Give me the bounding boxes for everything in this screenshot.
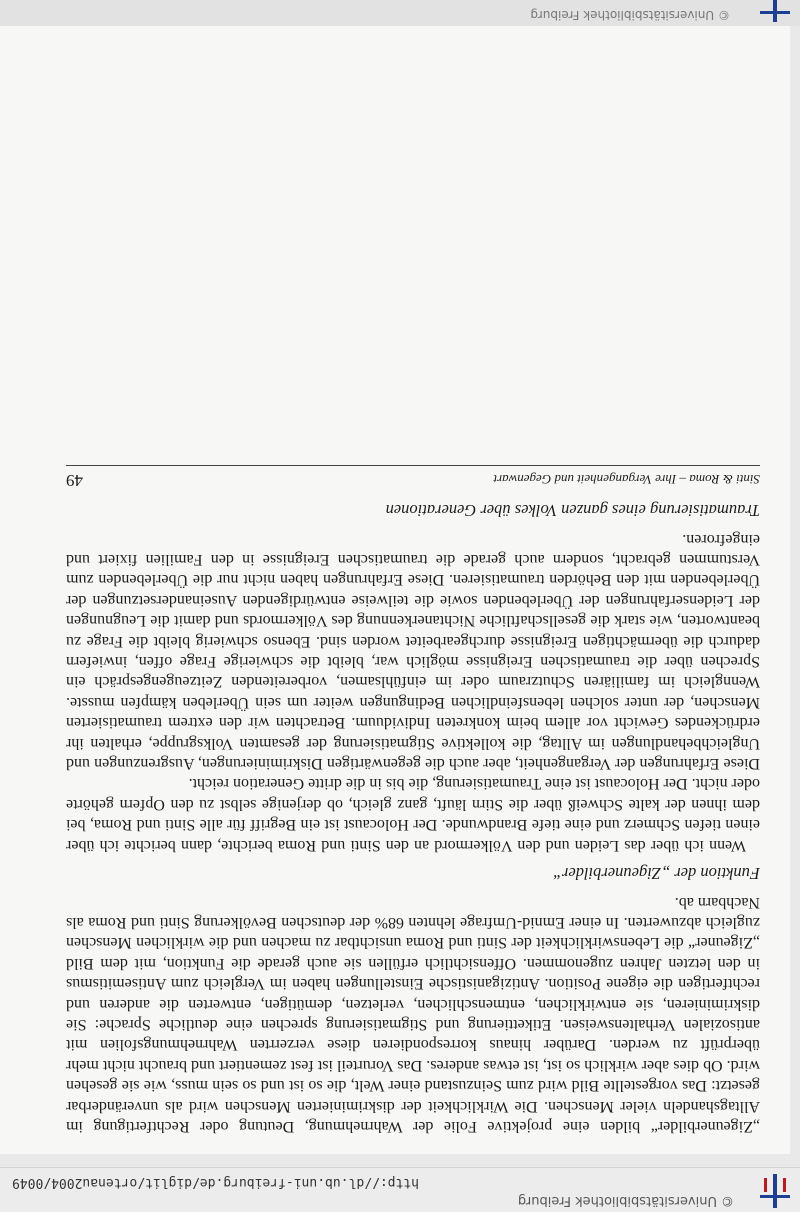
body-paragraph: Wenn ich über das Leiden und den Völkermord an den Sinti und Roma berichte, dann berichte ich über einen tiefen Schmerz und eine tiefe Brandwunde. Der Holocaust ist ein Begriff für alle Sinti und Roma, bei dem ihnen der kalte Schweiß über die Stirn läuft, ganz gleich, ob derjenige selbst zu den Opfern gehörte oder nicht. Der Holocaust ist eine Traumatisierung, die bis in die dritte Generation reicht. [66, 775, 760, 854]
book-text-column [66, 465, 760, 1136]
running-header [66, 465, 760, 489]
page-number: 49 [66, 470, 83, 490]
section-heading-funktion: Funktion der „Zigeunerbilder“ [552, 864, 760, 884]
footer-logo-icon [758, 0, 792, 22]
copyright-credit [518, 1193, 734, 1208]
source-url-link[interactable]: http://dl.ub.uni-freiburg.de/diglit/ortenau2004/0049 [12, 1175, 419, 1190]
credit-label: Universitätsbibliothek Freiburg [517, 1193, 717, 1208]
body-paragraph: „Zigeunerbilder“ bilden eine projektive Folie der Wahrnehmung, Deutung oder Rechtfertigung im Alltagshandeln vieler Menschen. Die Wirklichkeit der diskriminierten Menschen wird als unveränderbar gesetzt: Das vorgestellte Bild wird zum Seinzustand einer Welt, die so ist und so sein muss, wie sie gesehen wird. Ob dies aber wirklich so ist, ist etwas anderes. Das Vorurteil ist fest zementiert und braucht nicht mehr überprüft zu werden. Darüber hinaus korrespondieren diese verzerrten Wahrnehmungsfolien mit antisozialen Verhaltensweisen. Etikettierung und Stigmatisierung sprechen eine deutliche Sprache: Sie diskriminieren, sie entwirklichen, entmenschlichen, verletzen, demütigen, entwerten die anderen und rechtfertigen die eigene Position. Antiziganistische Einstellungen haben im Vergleich zum Antisemitismus in den letzten Jahren zugenommen. Offensichtlich erfüllen sie auch gerade die Funktion, mit dem Bild „Zigeuner“ die Lebenswirklichkeit der Sinti und Roma unsichtbar zu machen und die wirklichen Menschen zugleich abzuwerten. In einer Emnid-Umfrage lehnten 68% der deutschen Bevölkerung Sinti und Roma als Nachbarn ab. [66, 893, 760, 1135]
section-heading-traumatisierung: Traumatisierung eines ganzen Volkes über Generationen [385, 501, 760, 521]
body-paragraph: Diese Erfahrungen der Vergangenheit, aber auch die gegenwärtigen Diskriminierungen, Ausgrenzungen und Ungleichbehandlungen im Alltag, die kollektive Stigmatisierung der gesamten Volksgruppe, erhalten ihr erdrückendes Gewicht vor allem beim konkreten Individuum. Betrachten wir den extrem traumatisierten Menschen, der unter solchen lebensfeindlichen Bedingungen weiter um sein Überleben kämpfen musste. Wenngleich im familiären Schutzraum oder im einfühlsamen, vorbereitenden Zeitzeugengespräch ein Sprechen über die traumatischen Ereignisse möglich war, bleibt die schwierige Frage offen, inwiefern dadurch die übermächtigen Ereignisse durchgearbeitet worden sind. Ebenso schwierig bleibt die Frage zu beantworten, wie stark die gesellschaftliche Nichtanerkennung des Völkermords und damit die Leugnungen der Leidenserfahrungen der Überlebenden sowie die teilweise entwürdigenden Auseinandersetzungen der Überlebenden mit den Behörden traumatisieren. Diese Erfahrungen haben nicht nur die Überlebenden zum Verstummen gebracht, sondern auch gerade die traumatischen Ereignisse in den Familien fixiert und eingefroren. [66, 530, 760, 773]
footer-credit: © Universitätsbibliothek Freiburg [530, 8, 730, 22]
running-header-title: Sinti & Roma – Ihre Vergangenheit und Gegenwart [493, 471, 760, 487]
copyright-symbol: © [721, 1193, 734, 1208]
library-logo-icon [758, 1174, 792, 1208]
footer-strip [0, 0, 800, 26]
viewer-info-bar [0, 1167, 800, 1212]
